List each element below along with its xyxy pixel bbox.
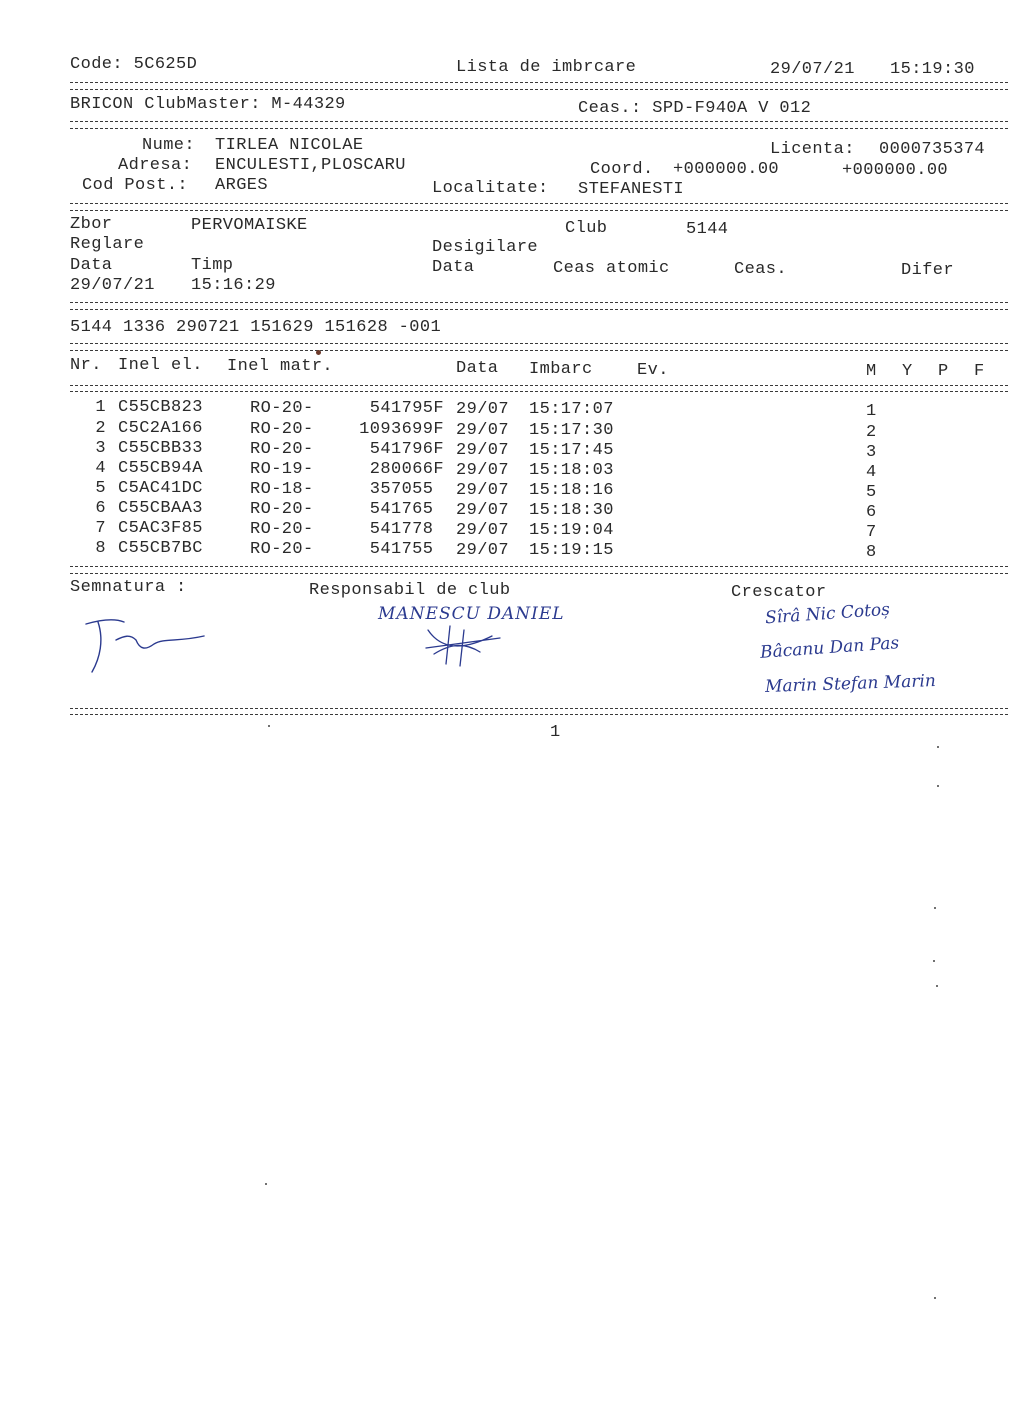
ring-number <box>338 480 444 500</box>
crescator-signature-2: Bâcanu Dan Pas <box>759 633 900 663</box>
arrival-date: 29/07 <box>456 421 510 440</box>
ink-speck <box>316 350 321 355</box>
row-number: 8 <box>95 539 106 558</box>
divider <box>70 82 1008 83</box>
page-number: 1 <box>550 723 561 742</box>
divider <box>70 89 1008 90</box>
postal-value: ARGES <box>215 176 269 195</box>
position-m: 3 <box>866 443 877 462</box>
locality-label: Localitate: <box>432 179 549 198</box>
license-number: 0000735374 <box>879 140 986 159</box>
document-code: Code: 5C625D <box>70 55 198 74</box>
col-imbarc-header: Imbarc <box>529 360 593 379</box>
ceas-atomic-label: Ceas atomic <box>553 259 670 278</box>
owner-address: ENCULESTI,PLOSCARU <box>215 156 406 175</box>
ring-prefix: RO-20- <box>250 520 314 539</box>
ring-number-text: 541765 <box>369 500 434 519</box>
zbor-label: Zbor <box>70 215 113 234</box>
locality-value: STEFANESTI <box>578 180 685 199</box>
ring-number-text: 541778 <box>369 520 434 539</box>
arrival-date: 29/07 <box>456 441 510 460</box>
coord-x: +000000.00 <box>673 160 780 179</box>
row-number: 6 <box>95 499 106 518</box>
col-ev-header: Ev. <box>637 361 669 380</box>
col-m-header: M <box>866 362 877 381</box>
electronic-ring: C55CBB33 <box>118 439 203 458</box>
arrival-date: 29/07 <box>456 461 510 480</box>
reglare-time: 15:16:29 <box>191 276 276 295</box>
electronic-ring: C55CB94A <box>118 459 203 478</box>
clock-id: Ceas.: SPD-F940A V 012 <box>578 99 812 118</box>
crescator-signature-3: Marin Stefan Marin <box>764 671 937 697</box>
col-data-header: Data <box>456 359 499 378</box>
row-number: 2 <box>95 419 106 438</box>
divider <box>70 714 1008 715</box>
ring-prefix: RO-20- <box>250 399 314 418</box>
divider <box>70 350 1008 351</box>
zbor-value: PERVOMAISKE <box>191 216 308 235</box>
divider <box>70 708 1008 709</box>
ring-number <box>338 520 444 540</box>
responsabil-label: Responsabil de club <box>309 581 511 600</box>
arrival-time: 15:17:45 <box>529 441 614 460</box>
arrival-time: 15:18:30 <box>529 501 614 520</box>
data-label: Data <box>70 256 113 275</box>
ring-prefix: RO-20- <box>250 500 314 519</box>
system-id: BRICON ClubMaster: M-44329 <box>70 95 346 114</box>
ring-number: 1093699F <box>359 420 444 439</box>
row-number: 3 <box>95 439 106 458</box>
divider <box>70 391 1008 392</box>
col-p-header: P <box>938 362 949 381</box>
arrival-date: 29/07 <box>456 501 510 520</box>
ring-number: 280066F <box>369 460 444 479</box>
reglare-date: 29/07/21 <box>70 276 155 295</box>
data-label-2: Data <box>432 258 475 277</box>
divider <box>70 121 1008 122</box>
handwritten-signature <box>80 610 220 680</box>
ring-number-text: 357055 <box>369 480 434 499</box>
ring-number: 541796F <box>369 440 444 459</box>
print-time: 15:19:30 <box>890 60 975 79</box>
position-m: 2 <box>866 423 877 442</box>
row-number: 4 <box>95 459 106 478</box>
col-nr-header: Nr. <box>70 356 102 375</box>
arrival-date: 29/07 <box>456 481 510 500</box>
desigilare-label: Desigilare <box>432 238 539 257</box>
ring-number-text: 541755 <box>369 540 434 559</box>
ring-prefix: RO-20- <box>250 440 314 459</box>
electronic-ring: C55CB823 <box>118 398 203 417</box>
reglare-label: Reglare <box>70 235 145 254</box>
position-m: 6 <box>866 503 877 522</box>
scan-speck <box>934 907 936 909</box>
ring-number <box>338 540 444 560</box>
arrival-time: 15:18:16 <box>529 481 614 500</box>
semnatura-label: Semnatura : <box>70 578 187 597</box>
position-m: 4 <box>866 463 877 482</box>
divider <box>70 573 1008 574</box>
divider <box>70 343 1008 344</box>
arrival-time: 15:17:07 <box>529 400 614 419</box>
code-line: 5144 1336 290721 151629 151628 -001 <box>70 318 442 337</box>
arrival-date: 29/07 <box>456 400 510 419</box>
scan-speck <box>934 1297 936 1299</box>
col-inel-el-header: Inel el. <box>118 356 203 375</box>
electronic-ring: C55CBAA3 <box>118 499 203 518</box>
position-m: 5 <box>866 483 877 502</box>
arrival-date: 29/07 <box>456 521 510 540</box>
divider <box>70 566 1008 567</box>
electronic-ring: C5AC41DC <box>118 479 203 498</box>
row-number: 7 <box>95 519 106 538</box>
postal-label: Cod Post.: <box>82 176 189 195</box>
electronic-ring: C5AC3F85 <box>118 519 203 538</box>
position-m: 1 <box>866 402 877 421</box>
scan-speck <box>265 1183 267 1185</box>
arrival-time: 15:19:04 <box>529 521 614 540</box>
document-title: Lista de imbrcare <box>456 58 637 77</box>
ring-number: 541795F <box>369 399 444 418</box>
ceas-label: Ceas. <box>734 260 788 279</box>
arrival-date: 29/07 <box>456 541 510 560</box>
arrival-time: 15:19:15 <box>529 541 614 560</box>
address-label: Adresa: <box>118 156 193 175</box>
ring-prefix: RO-19- <box>250 460 314 479</box>
ring-prefix: RO-18- <box>250 480 314 499</box>
club-value: 5144 <box>686 220 729 239</box>
divider <box>70 203 1008 204</box>
print-date: 29/07/21 <box>770 60 855 79</box>
scan-speck <box>933 960 935 962</box>
electronic-ring: C5C2A166 <box>118 419 203 438</box>
crescator-signature-1: Sîrâ Nic Cotoș <box>764 599 891 629</box>
responsabil-name: MANESCU DANIEL <box>378 604 565 624</box>
divider <box>70 128 1008 129</box>
scan-speck <box>937 785 939 787</box>
ring-number <box>338 500 444 520</box>
position-m: 8 <box>866 543 877 562</box>
arrival-time: 15:18:03 <box>529 461 614 480</box>
scan-speck <box>936 985 938 987</box>
scan-speck <box>268 725 270 727</box>
col-y-header: Y <box>902 362 913 381</box>
club-label: Club <box>565 219 608 238</box>
crescator-label: Crescator <box>731 583 827 602</box>
license-label: Licenta: <box>770 140 855 159</box>
coord-y: +000000.00 <box>842 161 949 180</box>
position-m: 7 <box>866 523 877 542</box>
arrival-time: 15:17:30 <box>529 421 614 440</box>
divider <box>70 309 1008 310</box>
divider <box>70 302 1008 303</box>
col-inel-matr-header: Inel matr. <box>227 357 334 376</box>
coord-label: Coord. <box>590 160 654 179</box>
difer-label: Difer <box>901 261 955 280</box>
row-number: 1 <box>95 398 106 417</box>
name-label: Nume: <box>142 136 196 155</box>
ring-prefix: RO-20- <box>250 420 314 439</box>
row-number: 5 <box>95 479 106 498</box>
ring-prefix: RO-20- <box>250 540 314 559</box>
responsabil-signature <box>420 608 510 668</box>
col-f-header: F <box>974 362 985 381</box>
timp-label: Timp <box>191 256 234 275</box>
electronic-ring: C55CB7BC <box>118 539 203 558</box>
divider <box>70 385 1008 386</box>
scan-speck <box>937 746 939 748</box>
divider <box>70 210 1008 211</box>
owner-name: TIRLEA NICOLAE <box>215 136 364 155</box>
